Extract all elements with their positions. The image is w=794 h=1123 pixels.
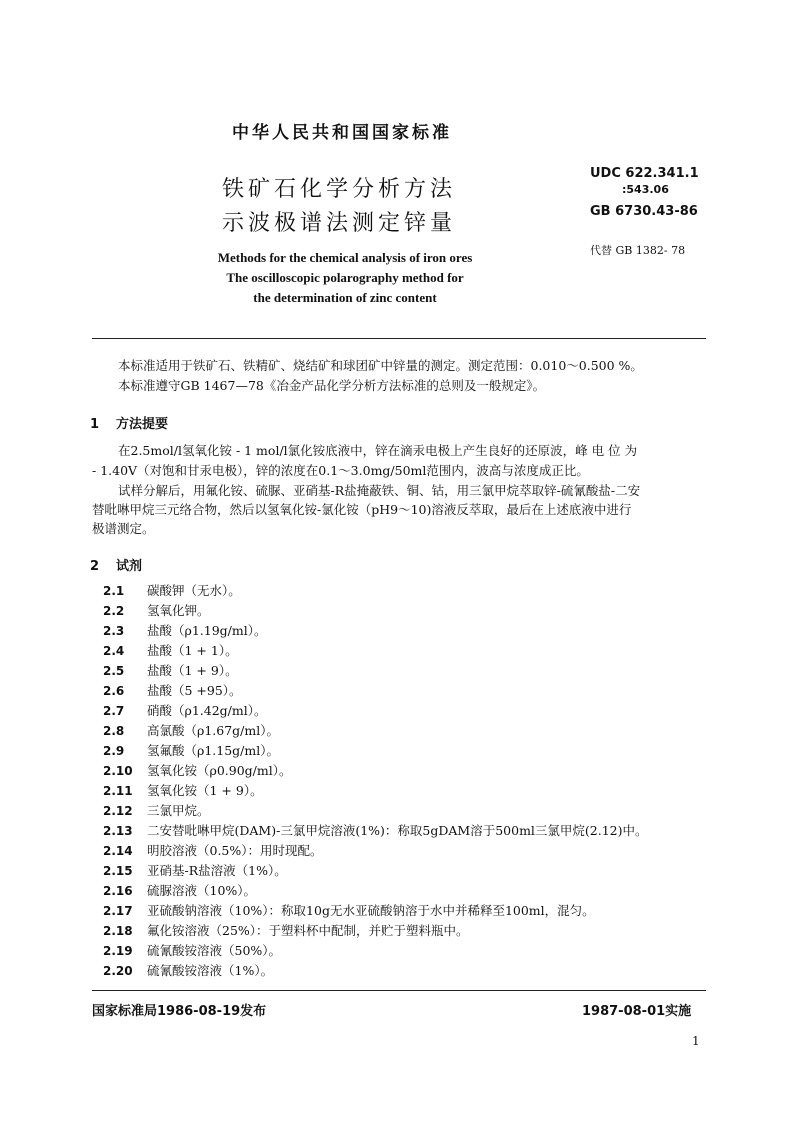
- standard-title-line2: 示波极谱法测定锌量: [222, 211, 457, 236]
- gb-number: GB 6730.43-86: [590, 204, 698, 219]
- section-2-title: 试剂: [116, 559, 143, 574]
- reagent-item: 2.14 明胶溶液（0.5%）：用时现配。: [103, 843, 323, 858]
- section-1-heading: [90, 413, 168, 432]
- reagent-item: 2.12 三氯甲烷。: [103, 803, 210, 818]
- standard-title-line1: 铁矿石化学分析方法: [222, 177, 457, 202]
- reagent-item: 2.10 氢氧化铵（ρ0.90g/ml）。: [103, 763, 292, 778]
- section-1-para2-line1: 试样分解后，用氟化铵、硫脲、亚硝基-R盐掩蔽铁、铜、钴，用三氯甲烷萃取锌-硫氰酸盐-二安: [118, 483, 641, 498]
- reagent-item: 2.18 氟化铵溶液（25%）：于塑料杯中配制，并贮于塑料瓶中。: [103, 923, 469, 938]
- section-2-number: 2: [90, 559, 100, 574]
- reagent-item: 2.19 硫氰酸铵溶液（50%）。: [103, 943, 282, 958]
- country-standard-heading: 中华人民共和国国家标准: [232, 123, 452, 143]
- section-1-title: 方法提要: [116, 417, 169, 432]
- reagent-item: 2.17 亚硫酸钠溶液（10%）：称取10g无水亚硫酸钠溶于水中并稀释至100ml，混匀。: [103, 903, 595, 918]
- reagent-item: 2.13 二安替吡啉甲烷(DAM)-三氯甲烷溶液(1%)：称取5gDAM溶于500ml三氯甲烷(2.12)中。: [103, 823, 648, 838]
- udc-line1: UDC 622.341.1: [590, 166, 699, 181]
- section-2-heading: [90, 555, 142, 574]
- udc-line2: :543.06: [622, 183, 669, 196]
- footer-divider: [92, 990, 706, 991]
- intro-compliance: 本标准遵守GB 1467—78《冶金产品化学分析方法标准的总则及一般规定》。: [118, 378, 546, 393]
- reagent-item: 2.8 高氯酸（ρ1.67g/ml）。: [103, 723, 279, 738]
- reagent-item: 2.7 硝酸（ρ1.42g/ml）。: [103, 703, 267, 718]
- reagent-item: 2.9 氢氟酸（ρ1.15g/ml）。: [103, 743, 279, 758]
- english-title-line1: Methods for the chemical analysis of iron ores: [217, 250, 473, 265]
- section-1-para1-line1: 在2.5mol/l氢氧化铵 - 1 mol/l氯化铵底液中，锌在滴汞电极上产生良好的还原波，峰 电 位 为: [118, 443, 638, 458]
- english-title-line2: The oscilloscopic polarography method for: [226, 270, 464, 285]
- english-title-line3: the determination of zinc content: [253, 290, 437, 305]
- reagent-item: 2.2 氢氧化钾。: [103, 603, 210, 618]
- udc-code: [590, 166, 699, 198]
- section-1-para2-line3: 极谱测定。: [92, 521, 155, 536]
- effective-date: 1987-08-01实施: [582, 1004, 692, 1019]
- reagent-item: 2.16 硫脲溶液（10%）。: [103, 883, 257, 898]
- header-divider: [92, 338, 706, 339]
- reagent-item: 2.1 碳酸钾（无水）。: [103, 583, 241, 598]
- reagent-item: 2.4 盐酸（1 + 1）。: [103, 643, 238, 658]
- section-1-number: 1: [90, 417, 100, 432]
- page-number: 1: [692, 1034, 700, 1048]
- reagent-item: 2.3 盐酸（ρ1.19g/ml）。: [103, 623, 267, 638]
- reagent-item: 2.20 硫氰酸铵溶液（1%）。: [103, 963, 274, 978]
- reagent-item: 2.15 亚硝基-R盐溶液（1%）。: [103, 863, 287, 878]
- reagent-item: 2.11 氢氧化铵（1 + 9）。: [103, 783, 263, 798]
- section-1-para2-line2: 替吡啉甲烷三元络合物，然后以氢氧化铵-氯化铵（pH9～10)溶液反萃取，最后在上述底液中进行: [92, 502, 632, 517]
- reagent-item: 2.6 盐酸（5 +95）。: [103, 683, 242, 698]
- issue-date: 国家标准局1986-08-19发布: [92, 1004, 267, 1019]
- reagent-item: 2.5 盐酸（1 + 9）。: [103, 663, 238, 678]
- intro-scope: 本标准适用于铁矿石、铁精矿、烧结矿和球团矿中锌量的测定。测定范围：0.010～0.500 %。: [118, 358, 643, 373]
- section-1-para1-line2: - 1.40V（对饱和甘汞电极），锌的浓度在0.1～3.0mg/50ml范围内，波高与浓度成正比。: [92, 463, 589, 478]
- replaces-note: 代替 GB 1382- 78: [590, 244, 686, 257]
